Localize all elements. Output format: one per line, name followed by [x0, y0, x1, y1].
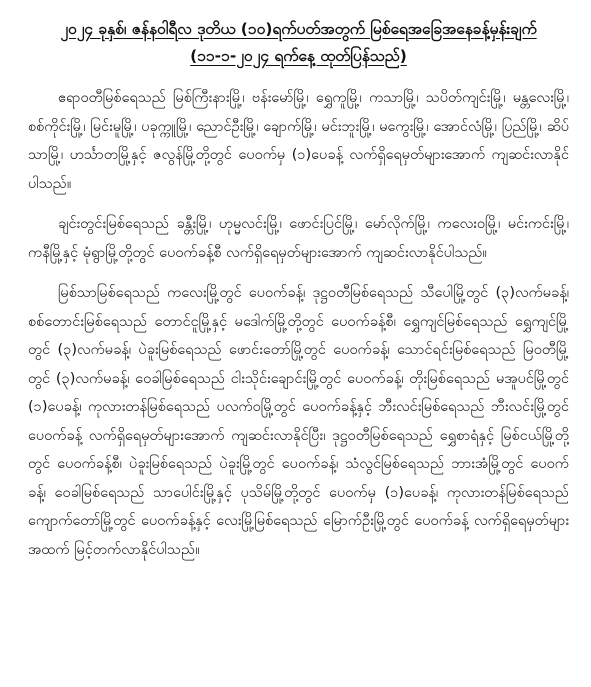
paragraph-ayeyarwady: ဧရာဝတီမြစ်ရေသည် မြစ်ကြီးနားမြို့၊ ဗန်းမော်မြို့၊ ရွှေကူမြို့၊ ကသာမြို့၊ သပိတ်ကျင်းမြို့၊ မန္တလေးမြို့၊ စစ်ကိုင်းမြို့၊ မြင်းမူမြို့၊ ပခုက္ကူမြို့၊ ညောင်ဦးမြို့၊ ချောက်မြို့၊ မင်းဘူးမြို့၊ မကွေးမြို့၊ အောင်လံမြို့၊ ပြည်မြို့၊ ဆိပ်သာမြို့၊ ဟင်္သာတမြို့နှင့် ဇလွန်မြို့တို့တွင် ပေ၀က်မှ (၁)ပေခန့် လက်ရှိရေမှတ်များအောက် ကျဆင်းလာနိုင်ပါသည်။: [28, 90, 569, 192]
bulletin-header: [28, 16, 569, 70]
paragraph-other-rivers: မြစ်သာမြစ်ရေသည် ကလေးမြို့တွင် ပေ၀က်ခန့်၊ ဒုဋ္ဌဝတီမြစ်ရေသည် သီပေါမြို့တွင် (၃)လက်မခန့်၊ စစ်တောင်းမြစ်ရေသည် တောင်ငူမြို့နှင့် မဒေါက်မြို့တို့တွင် ပေ၀က်ခန့်စီ၊ ရွှေကျင်မြစ်ရေသည် ရွှေကျင်မြို့တွင် (၃)လက်မခန့်၊ ပဲခူးမြစ်ရေသည် ဖောင်းတော်မြို့တွင် ပေ၀က်ခန့်၊ သောင်ရင်းမြစ်ရေသည် မြဝတီမြို့တွင် (၃)လက်မခန့်၊ ဝေခါမြစ်ရေသည် ငါးသိုင်းချောင်းမြို့တွင် ပေ၀က်ခန့်၊ တိုးမြစ်ရေသည် မအူပင်မြို့တွင် (၁)ပေခန့်၊ ကုလားတန်မြစ်ရေသည် ပလက်ဝမြို့တွင် ပေ၀က်ခန့်နှင့် ဘီးလင်းမြစ်ရေသည် ဘီးလင်းမြို့တွင် ပေ၀က်ခန့် လက်ရှိရေမှတ်များအောက် ကျဆင်းလာနိုင်ပြီး၊ ဒုဋ္ဌဝတီမြစ်ရေသည် ရွှေစာရံနှင့် မြစ်ငယ်မြို့တို့တွင် ပေ၀က်ခန့်စီ၊ ပဲခူးမြစ်ရေသည် ပဲခူးမြို့တွင် ပေ၀က်ခန့်၊ သံလွင်မြစ်ရေသည် ဘားအံမြို့တွင် ပေ၀က်ခန့်၊ ဝေခါမြစ်ရေသည် သာပေါင်းမြို့နှင့် ပုသိမ်မြို့တို့တွင် ပေ၀က်မှ (၁)ပေခန့်၊ ကုလားတန်မြစ်ရေသည် ကျောက်တော်မြို့တွင် ပေ၀က်ခန့်နှင့် လေးမြို့မြစ်ရေသည် မြောက်ဦးမြို့တွင် ပေ၀က်ခန့် လက်ရှိရေမှတ်များအထက် မြင့်တက်လာနိုင်ပါသည်။: [28, 285, 569, 558]
paragraph-chindwin: ချင်းတွင်းမြစ်ရေသည် ခန္တီးမြို့၊ ဟုမ္မလင်းမြို့၊ ဖောင်းပြင်မြို့၊ မော်လိုက်မြို့၊ ကလေးဝမြို့၊ မင်းကင်းမြို့၊ ကနီမြို့နှင့် မုံရွာမြို့တို့တွင် ပေ၀က်ခန့်စီ လက်ရှိရေမှတ်များအောက် ကျဆင်းလာနိုင်ပါသည်။: [28, 216, 569, 261]
bulletin-date: (၁၁-၁-၂၀၂၄ ရက်နေ့ ထုတ်ပြန်သည်): [190, 47, 407, 65]
bulletin-title: ၂၀၂၄ ခုနှစ်၊ ဇန်နဝါရီလ ဒုတိယ (၁၀)ရက်ပတ်အတွက် မြစ်ရေအခြေအနေခန့်မှန်းချက်: [60, 20, 537, 38]
